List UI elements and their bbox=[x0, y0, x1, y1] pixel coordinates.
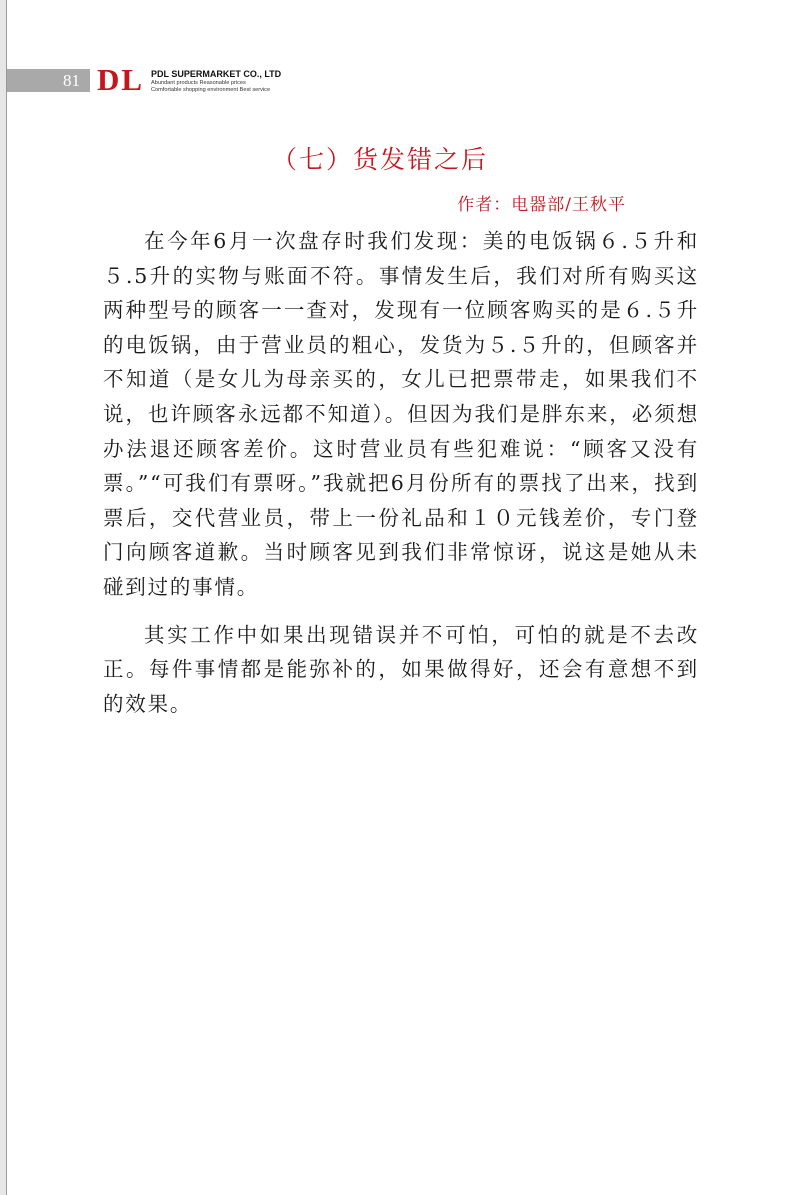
page-number-bar bbox=[7, 69, 90, 92]
logo-slogan-line-1: Abundant products Reasonable prices bbox=[151, 80, 246, 86]
article-paragraph: 其实工作中如果出现错误并不可怕，可怕的就是不去改正。每件事情都是能弥补的，如果做得好，还会有意想不到的效果。 bbox=[103, 622, 699, 716]
company-logo bbox=[97, 64, 367, 98]
article-title: （七）货发错之后 bbox=[271, 145, 488, 174]
article-byline: 作者：电器部/王秋平 bbox=[457, 195, 626, 215]
article-body bbox=[103, 224, 699, 721]
binding-edge-line bbox=[6, 0, 7, 1195]
logo-company-name: PDL SUPERMARKET CO., LTD bbox=[151, 69, 282, 79]
page-number: 81 bbox=[63, 71, 80, 90]
logo-mark: DL bbox=[97, 62, 145, 97]
logo-slogan bbox=[151, 80, 270, 94]
article-paragraph: 在今年6月一次盘存时我们发现：美的电饭锅６.５升和５.5升的实物与账面不符。事情发生后，我们对所有购买这两种型号的顾客一一查对，发现有一位顾客购买的是６.５升的电饭锅，由于营业员的粗心，发货为５.５升的，但顾客并不知道（是女儿为母亲买的，女儿已把票带走，如果我们不说，也许顾客永远都不知道）。但因为我们是胖东来，必须想办法退还顾客差价。这时营业员有些犯难说：“顾客又没有票。”“可我们有票呀。”我就把6月份所有的票找了出来，找到票后，交代营业员，带上一份礼品和１０元钱差价，专门登门向顾客道歉。当时顾客见到我们非常惊讶，说这是她从未碰到过的事情。 bbox=[103, 229, 699, 599]
logo-slogan-line-2: Comfortable shopping environment Best service bbox=[151, 87, 271, 93]
